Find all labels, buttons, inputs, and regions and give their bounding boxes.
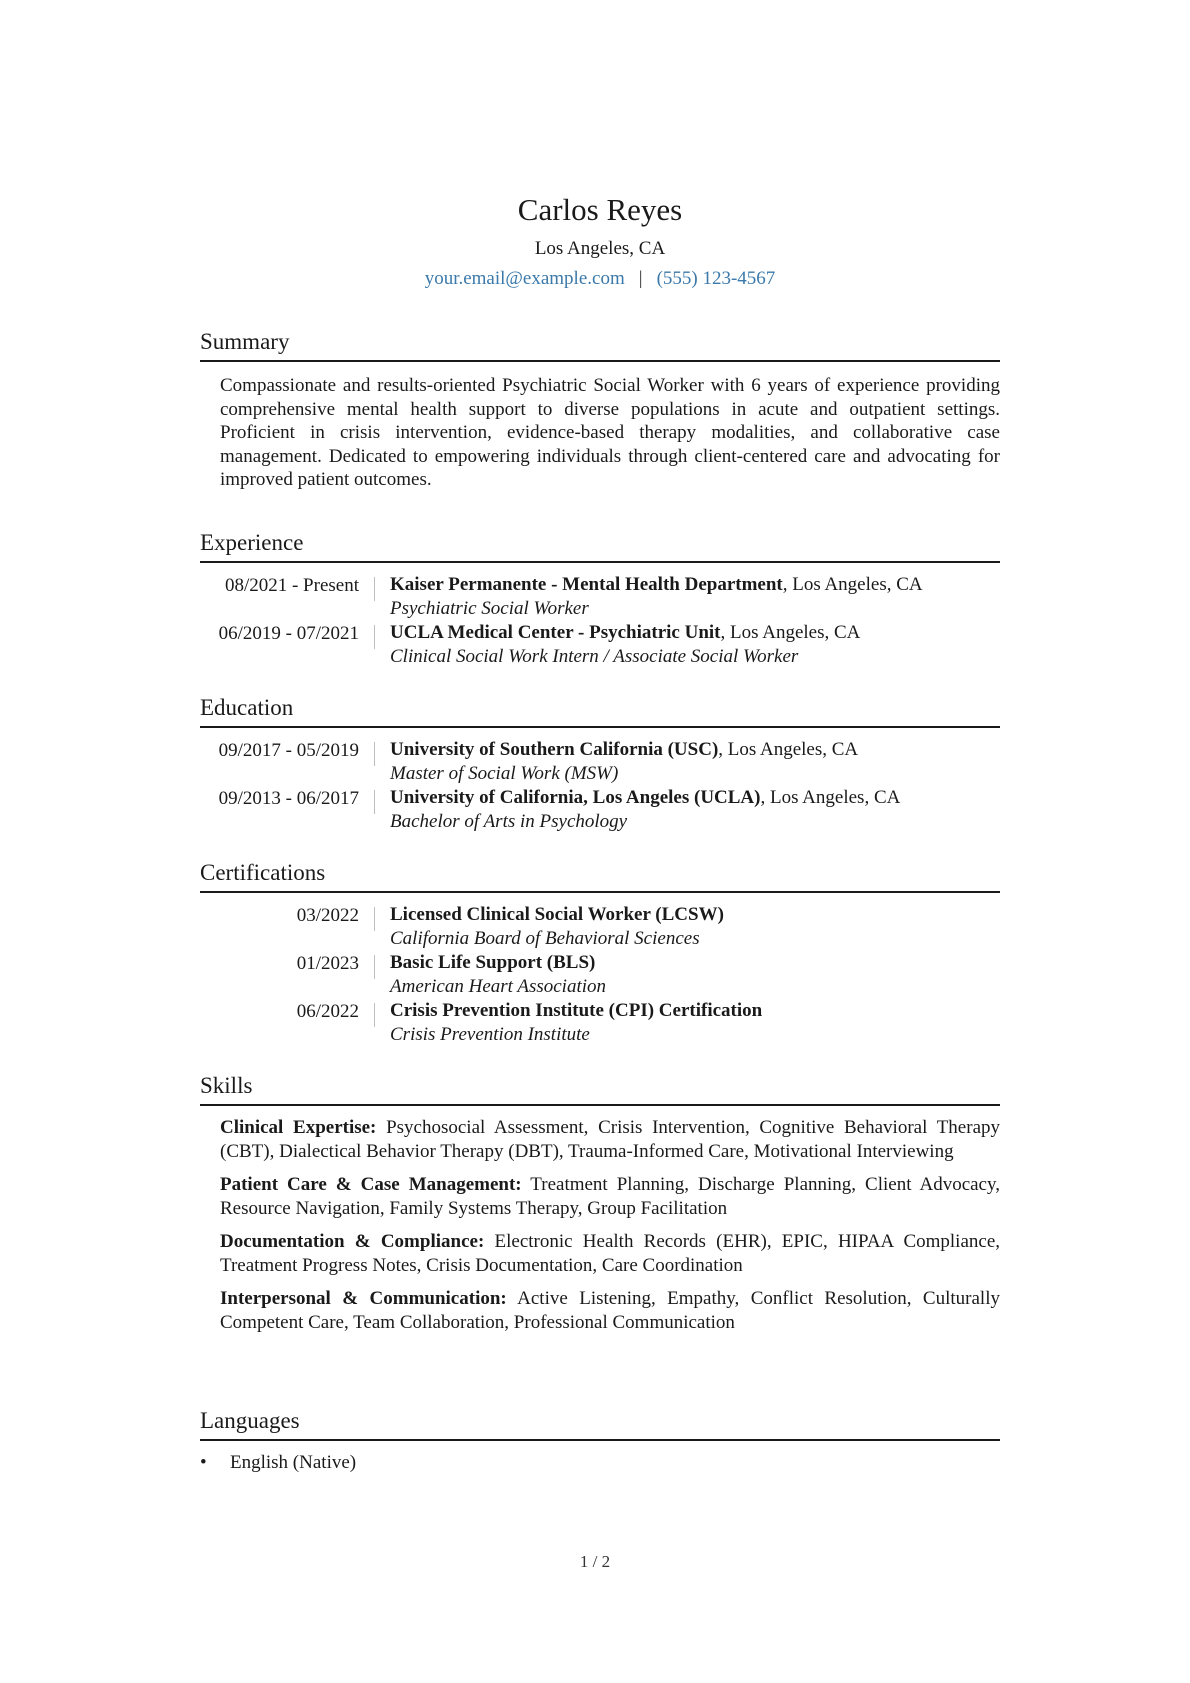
summary-section	[200, 327, 1000, 492]
entry-org: Kaiser Permanente - Mental Health Department	[390, 574, 783, 595]
languages-rule	[200, 1439, 1000, 1441]
skill-category: Patient Care & Case Management:	[220, 1174, 522, 1195]
page-number: 1 / 2	[579, 1552, 611, 1571]
education-section	[200, 693, 1000, 833]
contact-separator: |	[638, 268, 643, 289]
certifications-rule	[200, 891, 1000, 893]
experience-section	[200, 528, 1000, 668]
entry-location: , Los Angeles, CA	[718, 739, 859, 760]
entry-degree: Master of Social Work (MSW)	[390, 762, 619, 784]
languages-heading: Languages	[200, 1408, 300, 1433]
entry-location: , Los Angeles, CA	[760, 787, 901, 808]
experience-heading: Experience	[200, 530, 304, 555]
candidate-name: Carlos Reyes	[517, 192, 683, 227]
skill-list: Electronic Health Records (EHR), EPIC, HIPAA Compliance, Treatment Progress Notes, Crisis Documentation, Care Coordination	[220, 1231, 1001, 1276]
experience-entry	[200, 621, 1000, 668]
bullet-icon: •	[200, 1452, 207, 1473]
certification-title: Crisis Prevention Institute (CPI) Certification	[390, 1000, 763, 1021]
certifications-section	[200, 858, 1000, 1046]
certifications-heading: Certifications	[200, 860, 326, 885]
entry-org: University of Southern California (USC)	[390, 739, 719, 760]
language-label: English (Native)	[230, 1452, 357, 1473]
skills-heading: Skills	[200, 1073, 253, 1098]
summary-rule	[200, 360, 1000, 362]
entry-date: 03/2022	[200, 907, 375, 931]
skill-category: Clinical Expertise:	[220, 1117, 377, 1138]
skill-list: Psychosocial Assessment, Crisis Intervention, Cognitive Behavioral Therapy (CBT), Dialectical Behavior Therapy (DBT), Trauma-Informed Care, Motivational Interviewing	[220, 1117, 1001, 1162]
email-link[interactable]: your.email@example.com	[424, 268, 625, 289]
languages-section	[200, 1406, 1000, 1475]
skill-list: Treatment Planning, Discharge Planning, Client Advocacy, Resource Navigation, Family Systems Therapy, Group Facilitation	[220, 1174, 1001, 1219]
experience-entry	[200, 573, 1000, 620]
education-entry	[200, 786, 1000, 833]
candidate-location: Los Angeles, CA	[534, 238, 666, 259]
language-item	[200, 1451, 1000, 1475]
phone-link[interactable]: (555) 123-4567	[656, 268, 776, 289]
skill-group	[220, 1230, 1000, 1277]
entry-date: 09/2013 - 06/2017	[200, 790, 375, 814]
skills-rule	[200, 1104, 1000, 1106]
summary-text: Compassionate and results-oriented Psychiatric Social Worker with 6 years of experience providing comprehensive mental health support to diverse populations in acute and outpatient settings. Proficient in crisis intervention, evidence-based therapy modalities, and collaborative case management. Dedicated to empowering individuals through client-centered care and advocating for improved patient outcomes.	[220, 375, 1000, 490]
certification-entry	[200, 951, 1000, 998]
entry-org: UCLA Medical Center - Psychiatric Unit	[390, 622, 721, 643]
certification-title: Licensed Clinical Social Worker (LCSW)	[390, 904, 724, 925]
entry-location: , Los Angeles, CA	[782, 574, 923, 595]
contact-line	[200, 266, 1000, 292]
certification-issuer: California Board of Behavioral Sciences	[390, 927, 700, 949]
entry-date: 09/2017 - 05/2019	[200, 742, 375, 766]
experience-rule	[200, 561, 1000, 563]
certification-issuer: American Heart Association	[390, 975, 607, 997]
skills-section	[200, 1071, 1000, 1344]
entry-date: 06/2022	[200, 1003, 375, 1027]
entry-degree: Bachelor of Arts in Psychology	[390, 810, 628, 832]
skill-list: Active Listening, Empathy, Conflict Resolution, Culturally Competent Care, Team Collaboration, Professional Communication	[220, 1288, 1000, 1333]
skill-group	[220, 1173, 1000, 1220]
entry-org: University of California, Los Angeles (UCLA)	[390, 787, 761, 808]
skill-category: Interpersonal & Communication:	[220, 1288, 507, 1309]
skill-category: Documentation & Compliance:	[220, 1231, 485, 1252]
skill-group	[220, 1287, 1000, 1334]
entry-role: Clinical Social Work Intern / Associate Social Worker	[390, 645, 799, 667]
entry-date: 01/2023	[200, 955, 375, 979]
summary-heading: Summary	[200, 329, 290, 354]
certification-entry	[200, 999, 1000, 1046]
certification-entry	[200, 903, 1000, 950]
skill-group	[220, 1116, 1000, 1163]
entry-role: Psychiatric Social Worker	[390, 597, 589, 619]
resume-header	[200, 190, 1000, 292]
education-heading: Education	[200, 695, 294, 720]
entry-location: , Los Angeles, CA	[720, 622, 861, 643]
certification-title: Basic Life Support (BLS)	[390, 952, 596, 973]
education-entry	[200, 738, 1000, 785]
education-rule	[200, 726, 1000, 728]
certification-issuer: Crisis Prevention Institute	[390, 1023, 590, 1045]
entry-date: 08/2021 - Present	[200, 577, 375, 601]
entry-date: 06/2019 - 07/2021	[200, 625, 375, 649]
